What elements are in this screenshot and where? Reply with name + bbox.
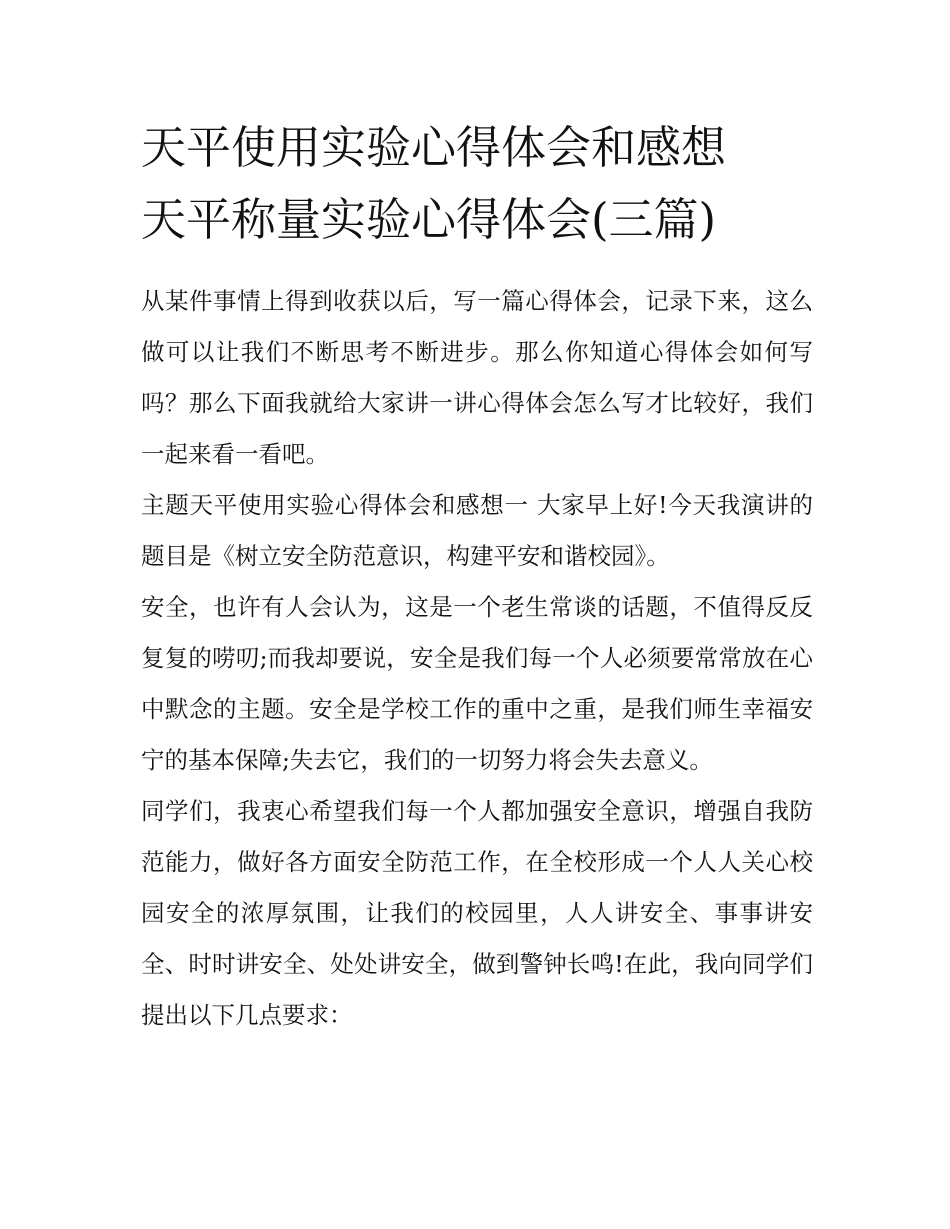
paragraph-safety-importance: 安全，也许有人会认为，这是一个老生常谈的话题，不值得反反复复的唠叨;而我却要说，安全是我们每一个人必须要常常放在心中默念的主题。安全是学校工作的重中之重，是我们师生幸福安宁的基本保障;失去它，我们的一切努力将会失去意义。 [141,593,813,774]
document-title [141,112,813,256]
document-page [141,112,813,1041]
title-line-2: 天平称量实验心得体会(三篇) [141,193,717,246]
title-line-1: 天平使用实验心得体会和感想 [141,121,727,174]
paragraph-speech-opening: 主题天平使用实验心得体会和感想一 大家早上好!今天我演讲的题目是《树立安全防范意识，构建平安和谐校园》。 [141,491,813,570]
paragraph-safety-call: 同学们，我衷心希望我们每一个人都加强安全意识，增强自我防范能力，做好各方面安全防范工作，在全校形成一个人人关心校园安全的浓厚氛围，让我们的校园里，人人讲安全、事事讲安全、时时讲安全、处处讲安全，做到警钟长鸣!在此，我向同学们提出以下几点要求： [141,797,813,1029]
paragraph-intro: 从某件事情上得到收获以后，写一篇心得体会，记录下来，这么做可以让我们不断思考不断进步。那么你知道心得体会如何写吗？那么下面我就给大家讲一讲心得体会怎么写才比较好，我们一起来看一看吧。 [141,287,813,468]
document-body [141,276,813,1041]
